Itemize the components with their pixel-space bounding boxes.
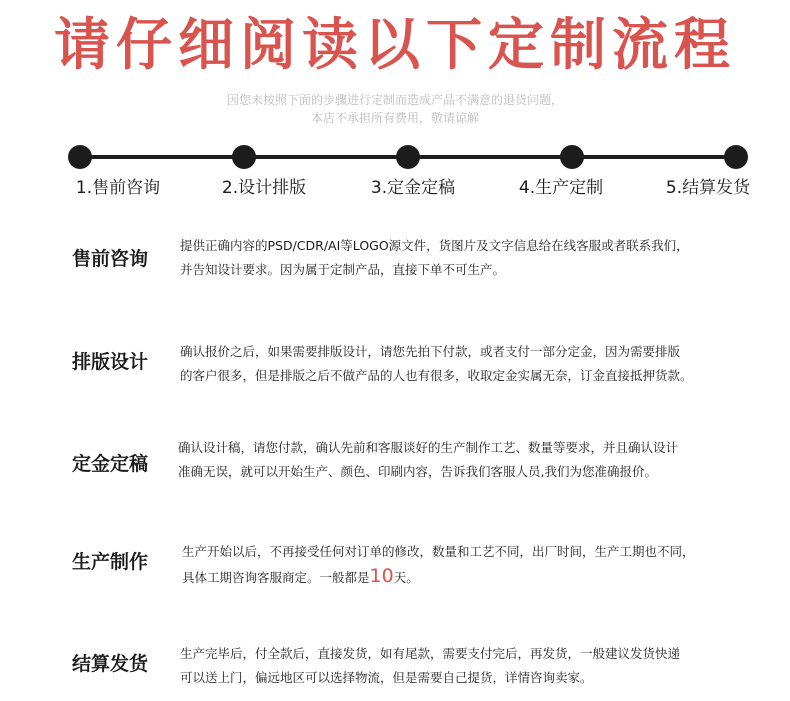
page-title: 请仔细阅读以下定制流程 [54,13,736,78]
section-heading-presale: 售前咨询 [72,248,149,270]
section-text-deposit [178,436,778,484]
section-text-segment: 天。 [393,570,419,585]
notice-line-1: 因您未按照下面的步骤进行定制而造成产品不满意的退货问题， [226,93,563,107]
section-text-settlement [180,642,780,690]
section-text-line [182,564,782,590]
section-text-segment: 具体工期咨询客服商定。一般都是 [182,570,370,585]
timeline-dot-4 [560,145,584,169]
timeline-dot-1 [68,145,92,169]
section-text-line: 生产开始以后，不再接受任何对订单的修改，数量和工艺不同，出厂时间，生产工期也不同， [182,544,695,559]
timeline-dot-5 [724,145,748,169]
timeline-dot-3 [396,145,420,169]
section-text-line: 准确无误，就可以开始生产、颜色、印刷内容，告诉我们客服人员,我们为您准确报价。 [178,464,657,479]
section-text-presale [180,234,780,282]
section-heading-settlement: 结算发货 [72,653,149,675]
step-label-2: 2.设计排版 [221,178,307,198]
section-text-line: 并告知设计要求。因为属于定制产品，直接下单不可生产。 [180,262,506,277]
section-heading-deposit: 定金定稿 [72,453,149,475]
section-text-line: 提供正确内容的PSD/CDR/AI等LOGO源文件，货图片及文字信息给在线客服或者联系我们， [180,238,689,253]
section-text-layout [180,340,780,388]
step-label-1: 1.售前咨询 [75,178,161,198]
step-label-5: 5.结算发货 [665,178,751,198]
section-text-line: 生产完毕后，付全款后，直接发货，如有尾款，需要支付完后，再发货，一般建议发货快递 [180,646,681,661]
production-days-number: 10 [369,565,394,587]
step-label-4: 4.生产定制 [518,178,604,198]
section-heading-layout: 排版设计 [72,351,149,373]
section-text-line: 确认报价之后，如果需要排版设计，请您先拍下付款，或者支付一部分定金，因为需要排版 [180,344,681,359]
section-text-line: 确认设计稿，请您付款，确认先前和客服谈好的生产制作工艺、数量等要求，并且确认设计 [178,440,679,455]
step-label-3: 3.定金定稿 [370,178,456,198]
section-text-line: 的客户很多，但是排版之后不做产品的人也有很多，收取定金实属无奈，订金直接抵押货款。 [180,368,693,383]
section-text-production [182,540,782,590]
notice-line-2: 本店不承担所有费用，敬请谅解 [310,111,479,125]
section-heading-production: 生产制作 [72,551,149,573]
timeline-dot-2 [232,145,256,169]
section-text-line: 可以送上门，偏远地区可以选择物流，但是需要自己提货，详情咨询卖家。 [180,670,593,685]
